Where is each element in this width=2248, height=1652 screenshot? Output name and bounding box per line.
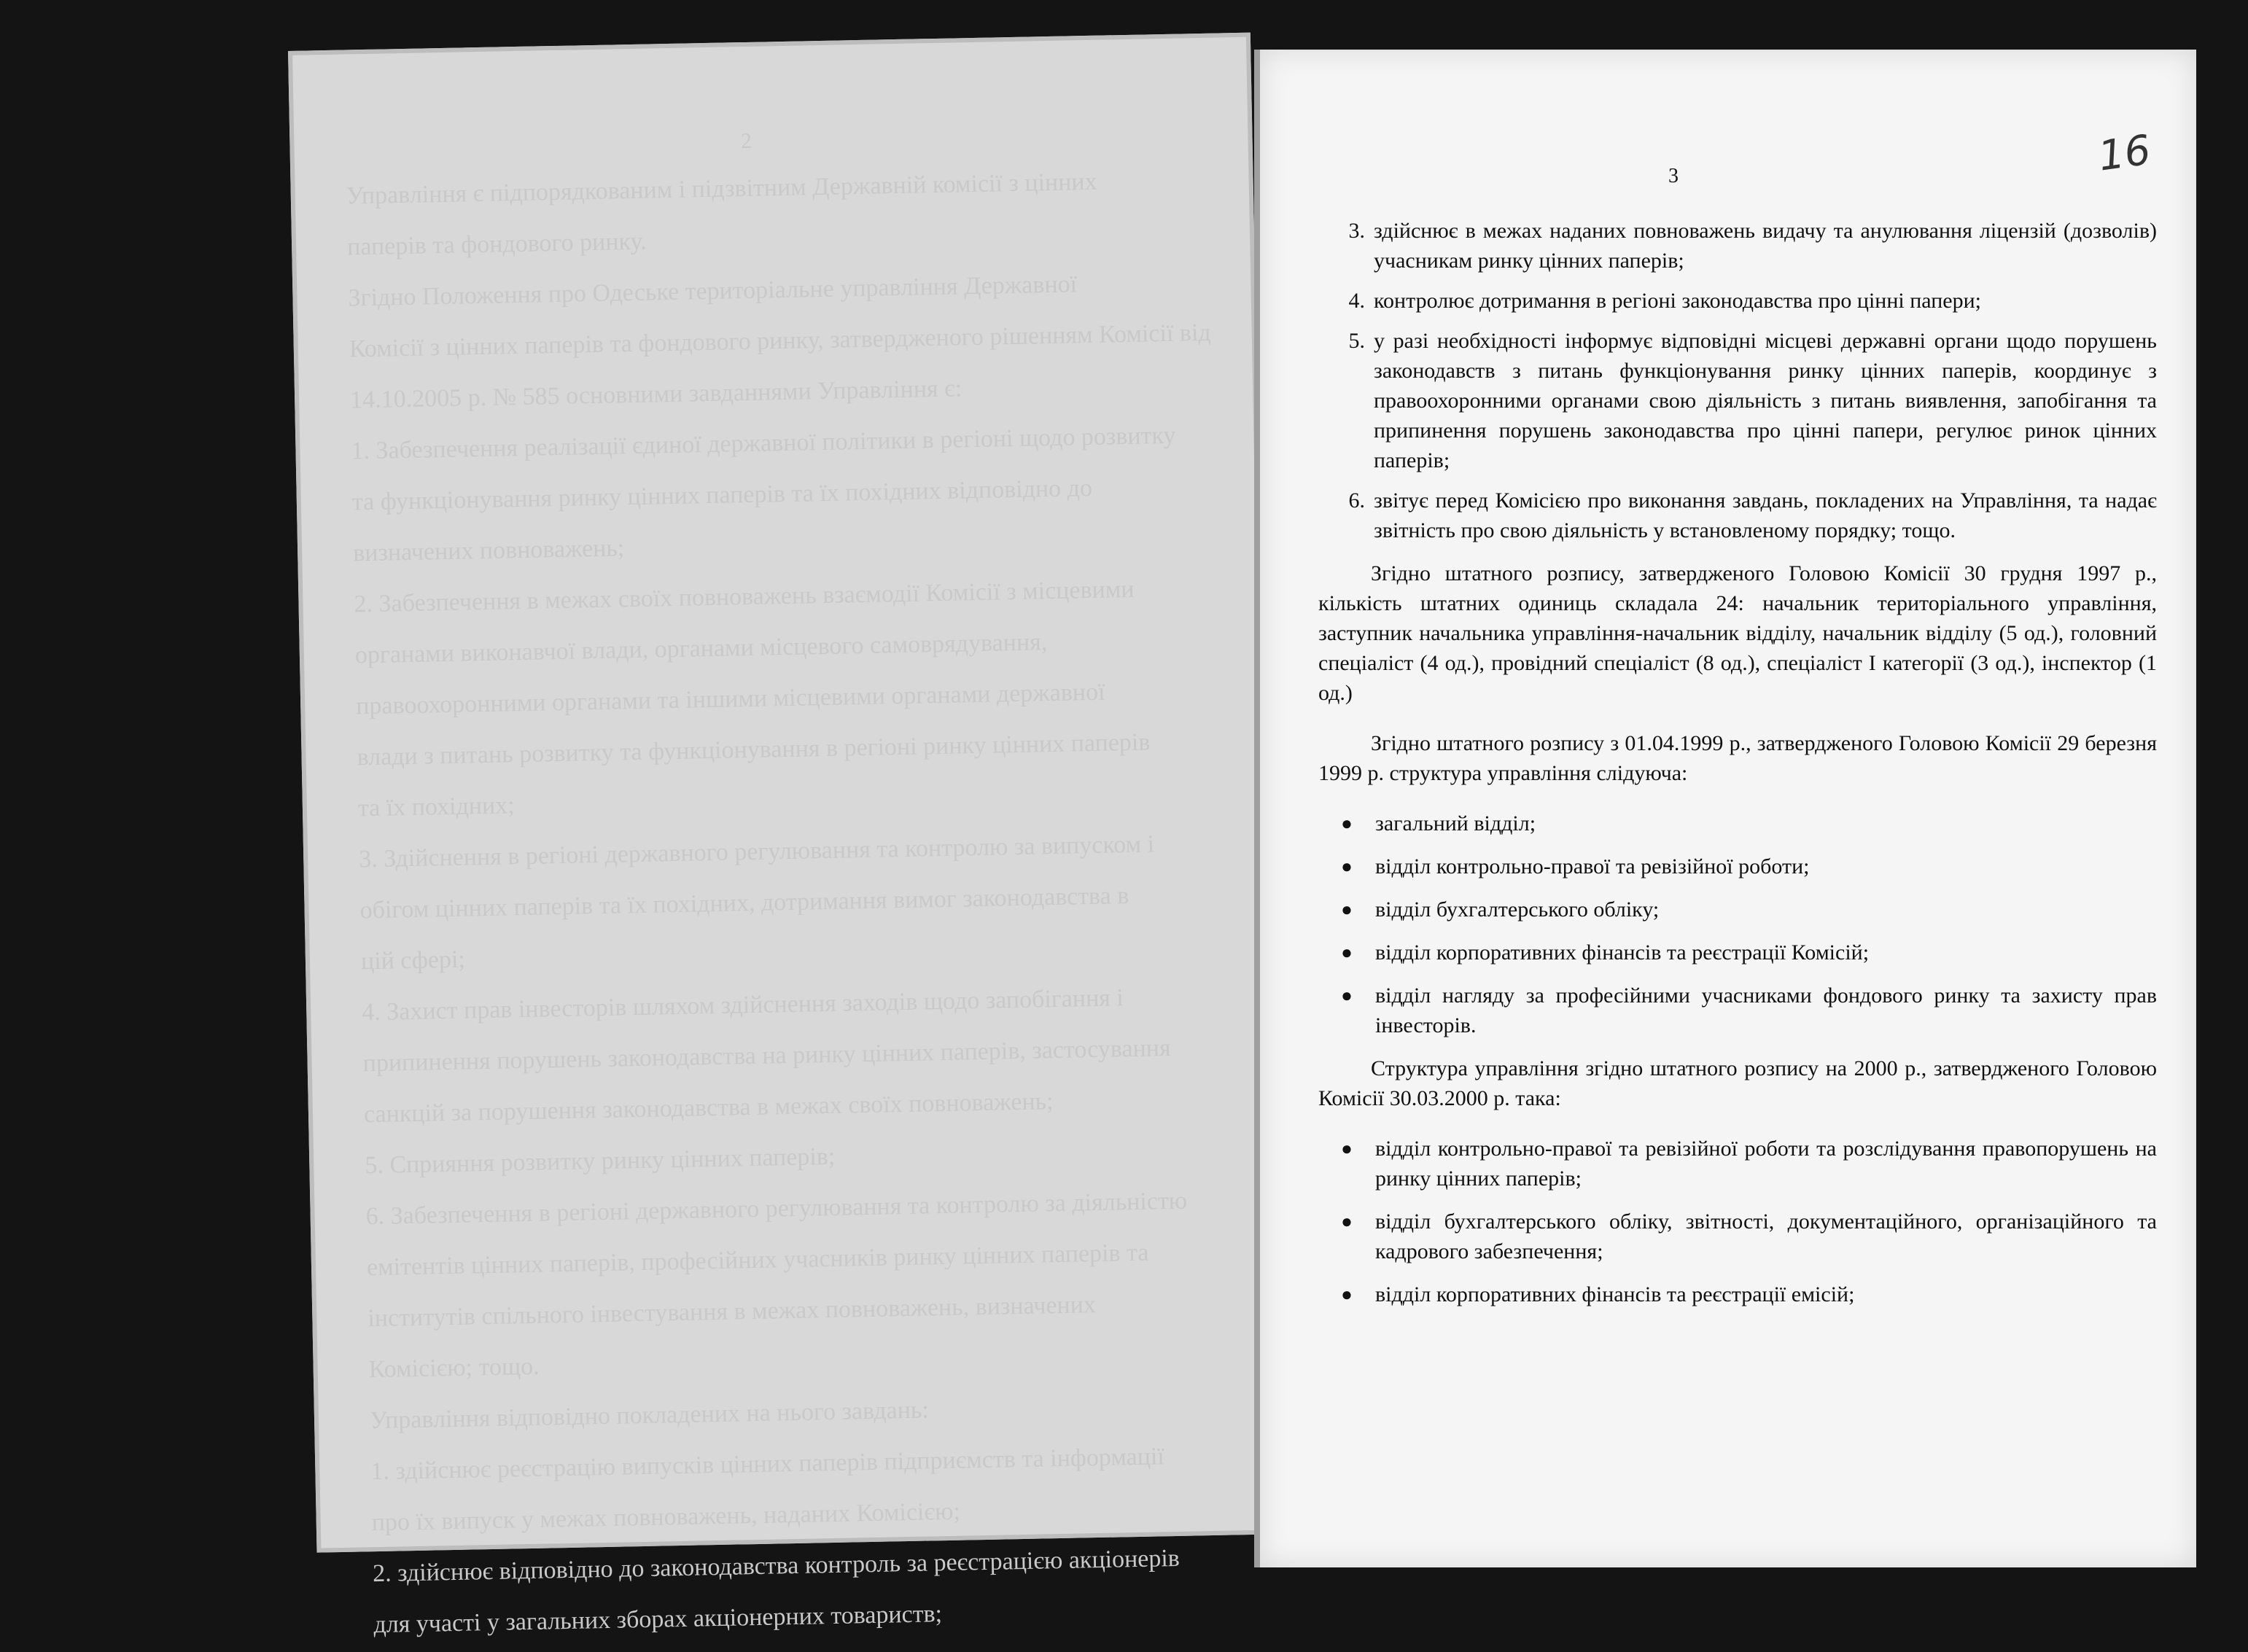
item-text: контролює дотримання в регіоні законодавства про цінні папери; — [1374, 289, 1981, 313]
bullet-text: відділ контрольно-правої та ревізійної роботи та розслідування правопорушень на ринку цінних паперів; — [1375, 1137, 2157, 1191]
numbered-item — [1318, 286, 2157, 316]
item-text: у разі необхідності інформує відповідні місцеві державні органи щодо порушень законодавств з питань функціонування ринку цінних паперів, координує з правоохоронними органами свою діяльність з питань виявлення, запобігання та припинення порушень законодавства про цінні папери, регулює ринок цінних паперів; — [1374, 329, 2157, 472]
bullet-text: відділ контрольно-правої та ревізійної роботи; — [1375, 854, 1810, 878]
numbered-item — [1318, 486, 2157, 545]
item-number: 3. — [1348, 219, 1365, 243]
bullet-icon: ● — [1341, 1284, 1353, 1305]
bullet-icon: ● — [1341, 856, 1353, 877]
bullet-item — [1318, 895, 2157, 924]
bullet-text: відділ бухгалтерського обліку, звітності, документаційного, організаційного та кадрового забезпечення; — [1375, 1209, 2157, 1263]
left-page-line: органами виконавчої влади, органами місцевого самоврядування, — [354, 628, 1048, 669]
staff-paragraph-1997: Згідно штатного розпису, затвердженого Головою Комісії 30 грудня 1997 р., кількість штатних одиниць складала 24: начальник територіального управління, заступник начальника управління-начальник відділу, начальник відділу (5 од.), головний спеціаліст (4 од.), провідний спеціаліст (8 од.), спеціаліст І категорії (3 од.), інспектор (1 од.) — [1318, 561, 2157, 705]
handwritten-page-number: 16 — [2095, 126, 2154, 181]
left-page-line: Згідно Положення про Одеське територіальне управління Державної — [348, 270, 1078, 312]
item-text: звітує перед Комісією про виконання завдань, покладених на Управління, та надає звітність про свою діяльність у встановленому порядку; тощо. — [1374, 488, 2157, 542]
numbered-list — [1318, 216, 2157, 545]
structure-paragraph-2000: Структура управління згідно штатного розпису на 2000 р., затвердженого Головою Комісії 30.03.2000 р. така: — [1318, 1056, 2157, 1110]
structure-list-1999 — [1318, 809, 2157, 1040]
left-page-line: Комісією; тощо. — [368, 1352, 540, 1384]
bullet-icon: ● — [1341, 985, 1353, 1006]
left-page-line: про їх випуск у межах повноважень, наданих Комісією; — [371, 1497, 961, 1537]
item-number: 5. — [1348, 329, 1365, 353]
left-page-line: Управління відповідно покладених на нього завдань: — [369, 1396, 930, 1435]
bullet-item — [1318, 809, 2157, 838]
bullet-item — [1318, 938, 2157, 967]
bullet-text: відділ корпоративних фінансів та реєстрації емісій; — [1375, 1282, 1855, 1306]
document-spread — [288, 29, 2202, 1639]
bullet-text: загальний відділ; — [1375, 811, 1536, 835]
left-page-text — [345, 112, 1211, 1639]
bullet-text: відділ бухгалтерського обліку; — [1375, 897, 1660, 922]
left-page-line: припинення порушень законодавства на ринку цінних паперів, застосування — [362, 1035, 1171, 1078]
left-page-line: інститутів спільного інвестування в межах повноважень, визначених — [367, 1291, 1097, 1333]
right-page-number: 3 — [1668, 165, 1679, 187]
bullet-icon: ● — [1341, 813, 1353, 834]
structure-list-2000 — [1318, 1134, 2157, 1309]
bullet-icon: ● — [1341, 1138, 1353, 1159]
left-page-line: влади з питань розвитку та функціонування в регіоні ринку цінних паперів — [357, 728, 1151, 771]
bullet-item — [1318, 852, 2157, 881]
left-page-lines — [346, 155, 1211, 1651]
bullet-icon: ● — [1341, 942, 1353, 963]
item-text: здійснює в межах наданих повноважень видачу та анулювання ліцензій (дозволів) учасникам ринку цінних паперів; — [1374, 219, 2157, 273]
right-page — [1254, 50, 2196, 1567]
right-page-content — [1318, 216, 2157, 1322]
left-page-line: емітентів цінних паперів, професійних учасників ринку цінних паперів та — [366, 1239, 1149, 1282]
left-page-line: 3. Здійснення в регіоні державного регулювання та контролю за випуском і — [358, 830, 1155, 873]
left-page-line: обігом цінних паперів та їх похідних, дотримання вимог законодавства в — [359, 882, 1129, 924]
left-page-line: цій сфері; — [360, 946, 466, 975]
bullet-item — [1318, 981, 2157, 1040]
numbered-item — [1318, 326, 2157, 475]
numbered-item — [1318, 216, 2157, 276]
left-page — [288, 33, 1279, 1639]
left-page-line: 6. Забезпечення в регіоні державного регулювання та контролю за діяльністю — [365, 1187, 1188, 1231]
bullet-item — [1318, 1207, 2157, 1266]
left-page-line: 14.10.2005 р. № 585 основними завданнями Управління є: — [349, 375, 962, 414]
left-page-number: 2 — [740, 128, 752, 154]
left-page-line: визначених повноважень; — [352, 534, 625, 567]
left-page-line: Управління є підпорядкованим і підзвітним Державній комісії з цінних — [346, 168, 1097, 210]
item-number: 4. — [1348, 289, 1365, 313]
left-page-line: Комісії з цінних паперів та фондового ринку, затвердженого рішенням Комісії від — [349, 319, 1211, 363]
left-page-line: паперів та фондового ринку. — [346, 227, 647, 261]
left-page-line: санкцій за порушення законодавства в межах своїх повноважень; — [363, 1088, 1054, 1129]
left-page-line: 2. здійснює відповідно до законодавства контроль за реєстрацією акціонерів — [372, 1544, 1181, 1588]
bullet-text: відділ корпоративних фінансів та реєстрації Комісій; — [1375, 940, 1870, 965]
left-page-line: 4. Захист прав інвесторів шляхом здійснення заходів щодо запобігання і — [361, 984, 1124, 1026]
left-page-line: та їх похідних; — [357, 792, 516, 822]
bullet-text: відділ нагляду за професійними учасниками фондового ринку та захисту прав інвесторів. — [1375, 983, 2157, 1037]
bullet-item — [1318, 1134, 2157, 1193]
left-page-line: 1. Забезпечення реалізації єдиної державної політики в регіоні щодо розвитку — [351, 421, 1176, 465]
staff-paragraph-1999: Згідно штатного розпису з 01.04.1999 р., затвердженого Головою Комісії 29 березня 1999 р. структура управління слідуюча: — [1318, 731, 2157, 785]
left-page-line: 1. здійснює реєстрацію випусків цінних паперів підприємств та інформації — [370, 1443, 1165, 1486]
left-page-line: та функціонування ринку цінних паперів та їх похідних відповідно до — [351, 474, 1093, 516]
item-number: 6. — [1348, 488, 1365, 513]
left-page-line: для участі у загальних зборах акціонерних товариств; — [373, 1600, 943, 1639]
bullet-icon: ● — [1341, 899, 1353, 920]
bullet-icon: ● — [1341, 1211, 1353, 1232]
left-page-line: 2. Забезпечення в межах своїх повноважень взаємодії Комісії з місцевими — [354, 575, 1135, 618]
left-page-line: 5. Сприяння розвитку ринку цінних паперів; — [365, 1142, 836, 1180]
left-page-line: правоохоронними органами та іншими місцевими органами державної — [355, 678, 1105, 720]
bullet-item — [1318, 1279, 2157, 1309]
